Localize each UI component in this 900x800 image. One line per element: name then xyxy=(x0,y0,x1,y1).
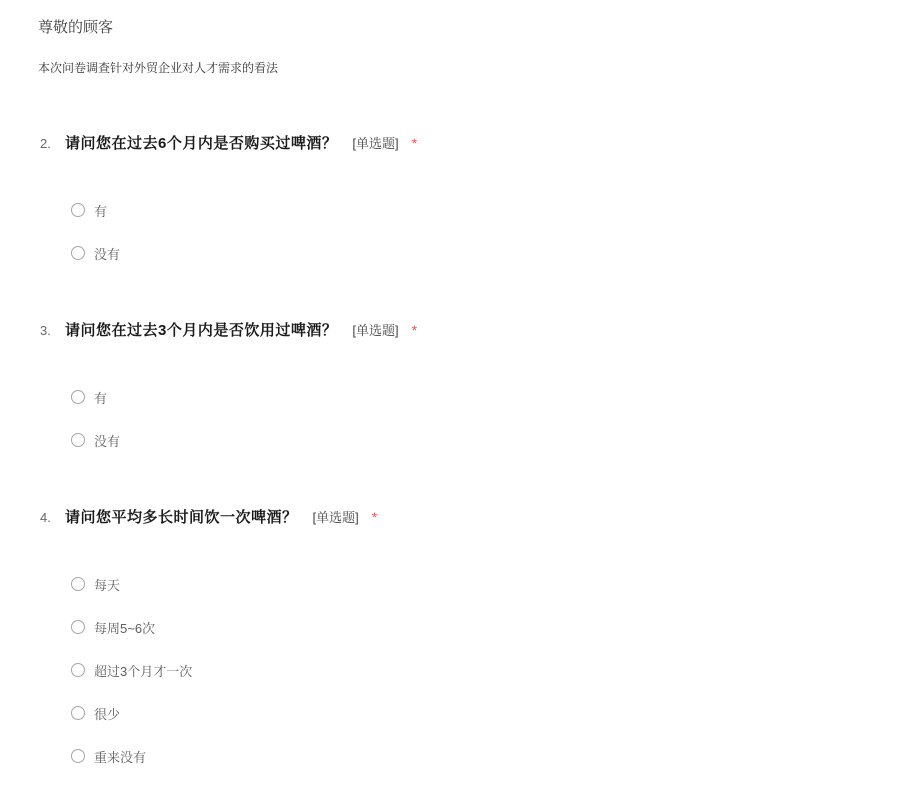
option-label[interactable]: 超过3个月才一次 xyxy=(94,663,193,679)
option-row[interactable] xyxy=(71,746,870,766)
radio-button-icon[interactable] xyxy=(71,577,85,591)
question-4 xyxy=(38,507,870,766)
radio-button-icon[interactable] xyxy=(71,203,85,217)
question-text: 请问您平均多长时间饮一次啤酒？ xyxy=(65,509,298,526)
question-3-header xyxy=(38,320,870,341)
page-title: 尊敬的顾客 xyxy=(38,19,114,36)
option-label[interactable]: 每周5~6次 xyxy=(94,620,156,636)
question-4-options xyxy=(71,574,870,766)
question-type-tag: [单选题] xyxy=(312,510,359,525)
question-3-options xyxy=(71,387,870,450)
question-2-options xyxy=(71,200,870,263)
radio-button-icon[interactable] xyxy=(71,433,85,447)
option-row[interactable] xyxy=(71,387,870,407)
option-label[interactable]: 没有 xyxy=(94,246,121,262)
question-number: 3. xyxy=(40,323,51,338)
option-label[interactable]: 每天 xyxy=(94,577,121,593)
radio-button-icon[interactable] xyxy=(71,663,85,677)
radio-button-icon[interactable] xyxy=(71,246,85,260)
question-2 xyxy=(38,133,870,263)
radio-button-icon[interactable] xyxy=(71,620,85,634)
page-subtitle: 本次问卷调查针对外贸企业对人才需求的看法 xyxy=(38,61,279,75)
question-type-tag: [单选题] xyxy=(352,323,399,338)
question-text: 请问您在过去3个月内是否饮用过啤酒？ xyxy=(65,322,338,339)
option-row[interactable] xyxy=(71,617,870,637)
question-2-header xyxy=(38,133,870,154)
required-star: * xyxy=(411,135,418,151)
question-number: 2. xyxy=(40,136,51,151)
option-label[interactable]: 有 xyxy=(94,390,108,406)
question-type-tag: [单选题] xyxy=(352,136,399,151)
question-4-header xyxy=(38,507,870,528)
option-label[interactable]: 很少 xyxy=(94,706,121,722)
option-row[interactable] xyxy=(71,574,870,594)
option-row[interactable] xyxy=(71,703,870,723)
question-number: 4. xyxy=(40,510,51,525)
option-row[interactable] xyxy=(71,430,870,450)
option-row[interactable] xyxy=(71,243,870,263)
required-star: * xyxy=(411,322,418,338)
question-text: 请问您在过去6个月内是否购买过啤酒？ xyxy=(65,135,338,152)
radio-button-icon[interactable] xyxy=(71,390,85,404)
radio-button-icon[interactable] xyxy=(71,749,85,763)
option-label[interactable]: 没有 xyxy=(94,433,121,449)
radio-button-icon[interactable] xyxy=(71,706,85,720)
option-label[interactable]: 重来没有 xyxy=(94,749,147,765)
option-row[interactable] xyxy=(71,200,870,220)
question-3 xyxy=(38,320,870,450)
option-label[interactable]: 有 xyxy=(94,203,108,219)
option-row[interactable] xyxy=(71,660,870,680)
required-star: * xyxy=(371,509,378,525)
